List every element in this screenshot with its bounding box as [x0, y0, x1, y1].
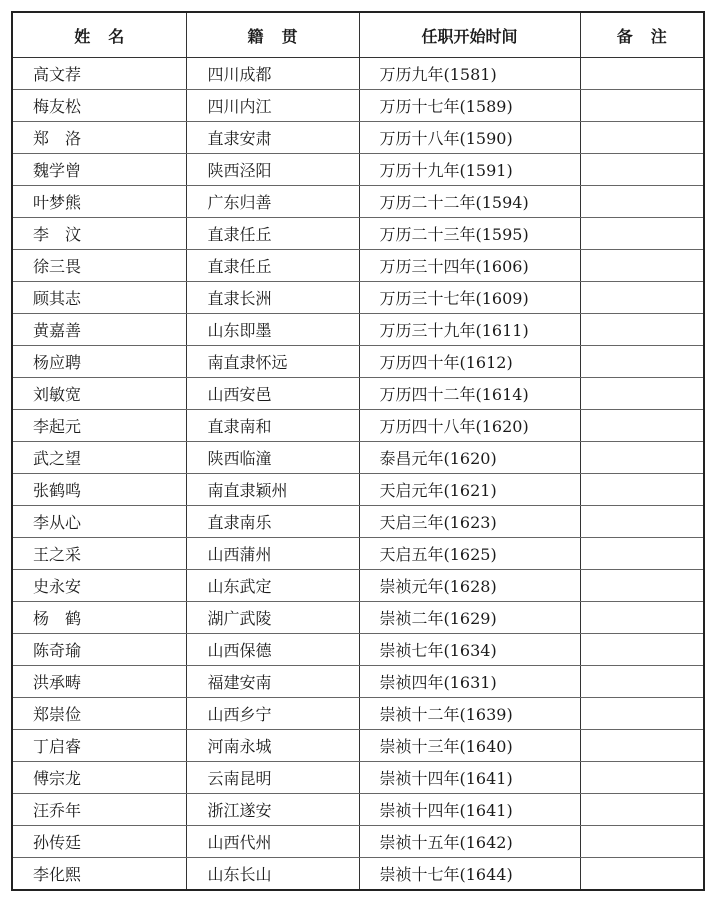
table-row	[12, 122, 704, 154]
cell-name: 魏学曾	[12, 154, 186, 186]
cell-origin: 南直隶颖州	[186, 474, 359, 506]
cell-origin: 直隶长洲	[186, 282, 359, 314]
cell-start-time: 崇祯十五年(1642)	[359, 826, 580, 858]
cell-origin: 山西蒲州	[186, 538, 359, 570]
cell-origin: 河南永城	[186, 730, 359, 762]
cell-note	[580, 90, 704, 122]
cell-name: 刘敏宽	[12, 378, 186, 410]
cell-note	[580, 346, 704, 378]
cell-name: 杨 鹤	[12, 602, 186, 634]
table-row	[12, 378, 704, 410]
cell-origin: 山东即墨	[186, 314, 359, 346]
cell-start-time: 崇祯七年(1634)	[359, 634, 580, 666]
cell-start-time: 万历十七年(1589)	[359, 90, 580, 122]
cell-start-time: 崇祯十二年(1639)	[359, 698, 580, 730]
cell-start-time: 万历十九年(1591)	[359, 154, 580, 186]
cell-note	[580, 826, 704, 858]
cell-origin: 直隶南和	[186, 410, 359, 442]
cell-name: 李从心	[12, 506, 186, 538]
cell-start-time: 万历三十四年(1606)	[359, 250, 580, 282]
cell-note	[580, 698, 704, 730]
table-row	[12, 506, 704, 538]
table-row	[12, 90, 704, 122]
table-row	[12, 250, 704, 282]
table-row	[12, 282, 704, 314]
cell-start-time: 万历四十八年(1620)	[359, 410, 580, 442]
cell-note	[580, 570, 704, 602]
cell-origin: 陕西泾阳	[186, 154, 359, 186]
cell-note	[580, 730, 704, 762]
table-row	[12, 154, 704, 186]
cell-note	[580, 58, 704, 90]
cell-start-time: 天启五年(1625)	[359, 538, 580, 570]
table-row	[12, 666, 704, 698]
cell-start-time: 万历三十七年(1609)	[359, 282, 580, 314]
table-row	[12, 314, 704, 346]
cell-start-time: 天启元年(1621)	[359, 474, 580, 506]
cell-name: 史永安	[12, 570, 186, 602]
table-row	[12, 410, 704, 442]
cell-name: 郑崇俭	[12, 698, 186, 730]
cell-note	[580, 666, 704, 698]
cell-name: 李化熙	[12, 858, 186, 891]
table-row	[12, 442, 704, 474]
table-row	[12, 858, 704, 891]
table-header	[12, 12, 704, 58]
cell-note	[580, 474, 704, 506]
cell-name: 王之采	[12, 538, 186, 570]
cell-note	[580, 314, 704, 346]
cell-name: 孙传廷	[12, 826, 186, 858]
cell-start-time: 崇祯十七年(1644)	[359, 858, 580, 891]
cell-start-time: 崇祯十四年(1641)	[359, 762, 580, 794]
cell-start-time: 万历二十二年(1594)	[359, 186, 580, 218]
cell-origin: 山西乡宁	[186, 698, 359, 730]
cell-origin: 南直隶怀远	[186, 346, 359, 378]
officials-table	[11, 11, 705, 891]
cell-name: 杨应聘	[12, 346, 186, 378]
cell-start-time: 万历四十年(1612)	[359, 346, 580, 378]
header-start-time: 任职开始时间	[359, 12, 580, 58]
cell-name: 洪承畴	[12, 666, 186, 698]
cell-start-time: 泰昌元年(1620)	[359, 442, 580, 474]
table-row	[12, 58, 704, 90]
cell-origin: 福建安南	[186, 666, 359, 698]
table-row	[12, 474, 704, 506]
cell-start-time: 崇祯十三年(1640)	[359, 730, 580, 762]
cell-name: 叶梦熊	[12, 186, 186, 218]
cell-start-time: 万历二十三年(1595)	[359, 218, 580, 250]
cell-start-time: 崇祯十四年(1641)	[359, 794, 580, 826]
cell-note	[580, 506, 704, 538]
cell-note	[580, 762, 704, 794]
cell-origin: 四川成都	[186, 58, 359, 90]
cell-origin: 直隶任丘	[186, 218, 359, 250]
table-row	[12, 570, 704, 602]
cell-name: 顾其志	[12, 282, 186, 314]
cell-origin: 陕西临潼	[186, 442, 359, 474]
cell-start-time: 万历四十二年(1614)	[359, 378, 580, 410]
table-row	[12, 186, 704, 218]
cell-name: 徐三畏	[12, 250, 186, 282]
cell-name: 郑 洛	[12, 122, 186, 154]
cell-name: 李 汶	[12, 218, 186, 250]
cell-origin: 浙江遂安	[186, 794, 359, 826]
cell-origin: 直隶南乐	[186, 506, 359, 538]
cell-origin: 山西安邑	[186, 378, 359, 410]
cell-origin: 广东归善	[186, 186, 359, 218]
cell-origin: 山东长山	[186, 858, 359, 891]
table-row	[12, 698, 704, 730]
cell-note	[580, 282, 704, 314]
table-row	[12, 762, 704, 794]
header-name: 姓名	[12, 12, 186, 58]
cell-start-time: 崇祯元年(1628)	[359, 570, 580, 602]
table-row	[12, 730, 704, 762]
cell-note	[580, 538, 704, 570]
cell-name: 汪乔年	[12, 794, 186, 826]
cell-note	[580, 218, 704, 250]
header-origin: 籍贯	[186, 12, 359, 58]
cell-origin: 直隶任丘	[186, 250, 359, 282]
cell-origin: 云南昆明	[186, 762, 359, 794]
table-row	[12, 634, 704, 666]
cell-name: 梅友松	[12, 90, 186, 122]
cell-note	[580, 794, 704, 826]
cell-name: 高文荐	[12, 58, 186, 90]
cell-start-time: 崇祯二年(1629)	[359, 602, 580, 634]
cell-origin: 四川内江	[186, 90, 359, 122]
table-row	[12, 602, 704, 634]
header-row	[12, 12, 704, 58]
cell-start-time: 万历十八年(1590)	[359, 122, 580, 154]
header-note: 备注	[580, 12, 704, 58]
cell-origin: 直隶安肃	[186, 122, 359, 154]
cell-note	[580, 122, 704, 154]
cell-note	[580, 250, 704, 282]
cell-name: 陈奇瑜	[12, 634, 186, 666]
cell-origin: 山西代州	[186, 826, 359, 858]
cell-name: 张鹤鸣	[12, 474, 186, 506]
cell-start-time: 万历三十九年(1611)	[359, 314, 580, 346]
cell-name: 傅宗龙	[12, 762, 186, 794]
cell-note	[580, 186, 704, 218]
cell-name: 丁启睿	[12, 730, 186, 762]
cell-note	[580, 602, 704, 634]
table-row	[12, 538, 704, 570]
cell-note	[580, 442, 704, 474]
table-body	[12, 58, 704, 891]
cell-name: 黄嘉善	[12, 314, 186, 346]
cell-start-time: 崇祯四年(1631)	[359, 666, 580, 698]
cell-origin: 山西保德	[186, 634, 359, 666]
cell-name: 武之望	[12, 442, 186, 474]
cell-note	[580, 154, 704, 186]
table-row	[12, 794, 704, 826]
cell-origin: 山东武定	[186, 570, 359, 602]
cell-origin: 湖广武陵	[186, 602, 359, 634]
cell-note	[580, 858, 704, 891]
table-row	[12, 826, 704, 858]
table-row	[12, 346, 704, 378]
cell-note	[580, 634, 704, 666]
cell-note	[580, 410, 704, 442]
cell-start-time: 万历九年(1581)	[359, 58, 580, 90]
officials-table-container	[11, 11, 703, 891]
table-row	[12, 218, 704, 250]
cell-name: 李起元	[12, 410, 186, 442]
cell-start-time: 天启三年(1623)	[359, 506, 580, 538]
cell-note	[580, 378, 704, 410]
